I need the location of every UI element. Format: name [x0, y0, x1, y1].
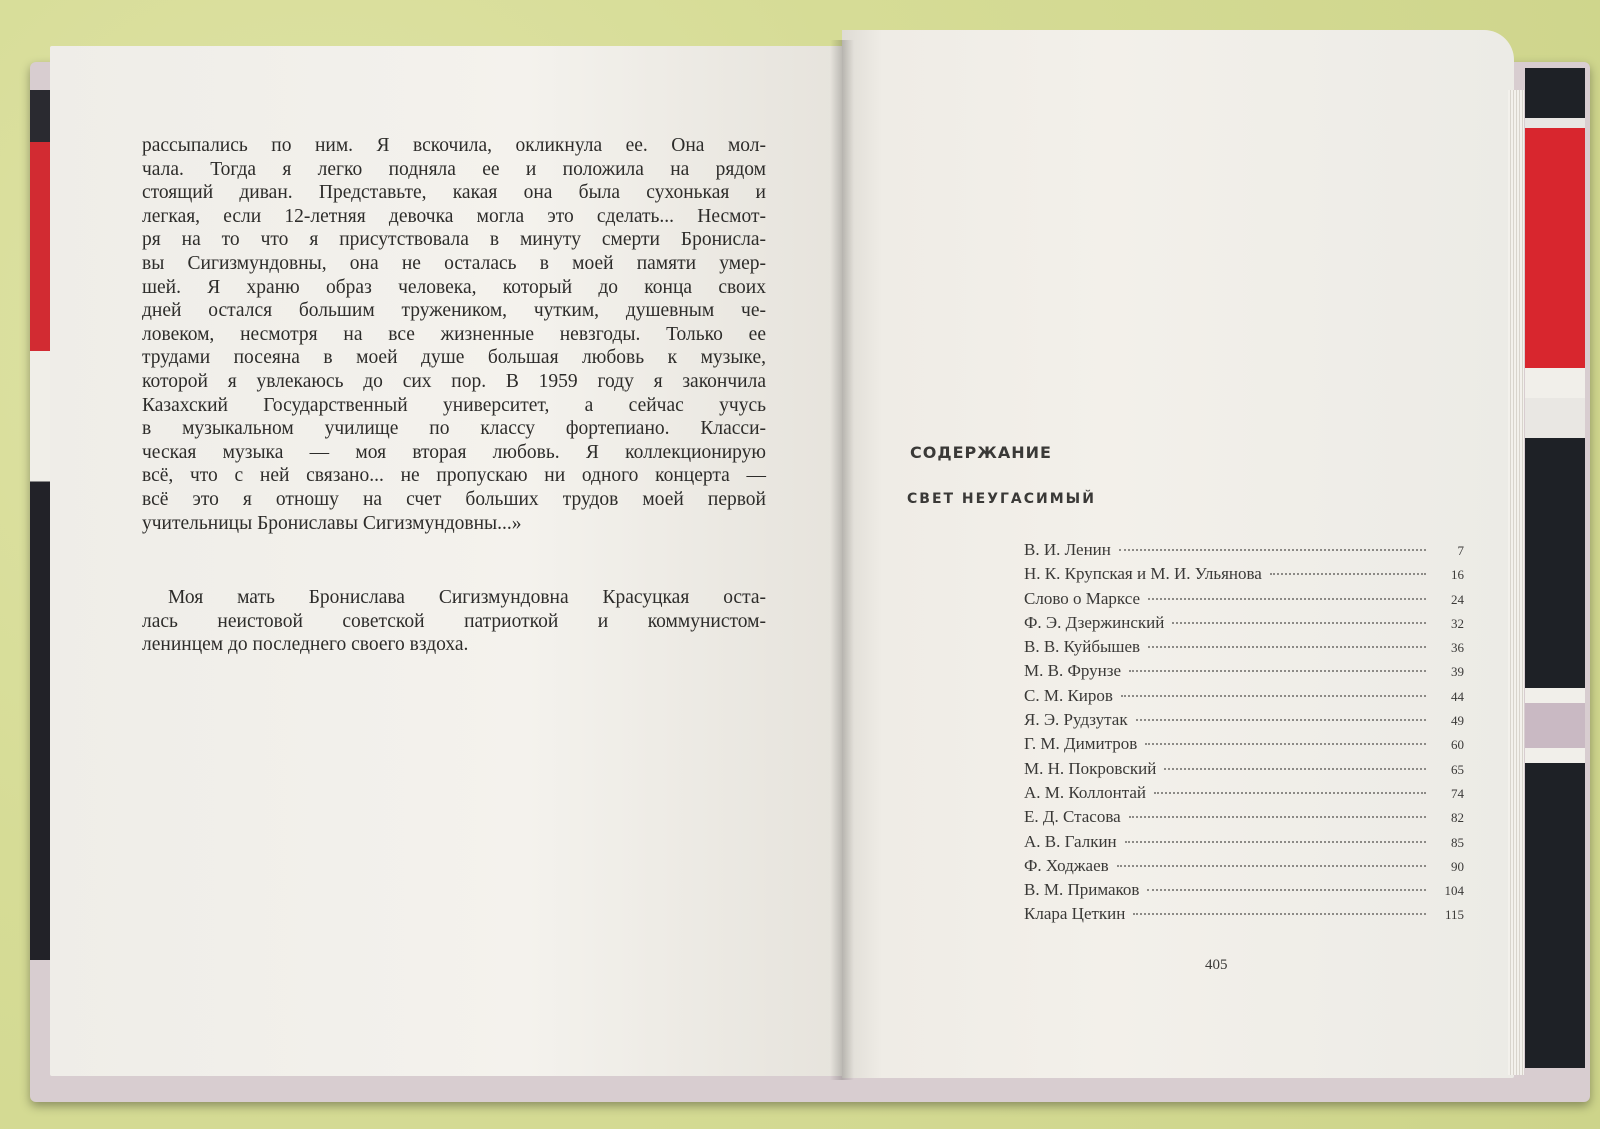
text-line: ря на то что я присутствовала в минуту смерти Бронисла-	[142, 229, 766, 251]
toc-entry	[1024, 759, 1464, 783]
toc-entry-name: Клара Цеткин	[1024, 904, 1126, 924]
toc-entry	[1024, 807, 1464, 831]
text-line: трудами посеяна в моей душе большая любовь к музыке,	[142, 347, 766, 369]
cover-right-edge	[1525, 68, 1585, 1068]
toc-entry-name: А. М. Коллонтай	[1024, 782, 1147, 802]
cover-left-edge	[30, 90, 52, 960]
toc-entry-name: А. В. Галкин	[1024, 831, 1117, 851]
toc-entry-name: Е. Д. Стасова	[1024, 807, 1121, 827]
toc-entry	[1024, 613, 1464, 637]
toc-entry-page: 90	[1451, 858, 1464, 874]
toc-entry	[1024, 686, 1464, 710]
toc-entry-name: В. В. Куйбышев	[1024, 637, 1141, 657]
toc-leader-dots	[1164, 768, 1426, 770]
text-line: учительницы Брониславы Сигизмундовны...»	[142, 512, 522, 534]
toc-entry-name: М. Н. Покровский	[1024, 758, 1157, 778]
toc-entry-page: 65	[1451, 761, 1464, 777]
left-page-paragraph-2	[142, 586, 766, 657]
toc-entry	[1024, 856, 1464, 880]
text-line: ческая музыка — моя вторая любовь. Я коллекционирую	[142, 441, 766, 463]
toc-leader-dots	[1148, 646, 1426, 648]
text-line: легкая, если 12-летняя девочка могла это сделать... Несмот-	[142, 205, 766, 227]
toc-entry-name: В. И. Ленин	[1024, 540, 1111, 559]
toc-entry	[1024, 832, 1464, 856]
toc-entry	[1024, 564, 1464, 588]
toc-entry	[1024, 783, 1464, 807]
toc-entry-page: 36	[1451, 640, 1464, 656]
toc-entry-page: 60	[1451, 737, 1464, 753]
toc-leader-dots	[1147, 889, 1426, 891]
toc-entry-page: 32	[1451, 615, 1464, 631]
left-page-paragraph-1	[142, 134, 766, 535]
toc-entry-name: С. М. Киров	[1024, 685, 1113, 705]
toc-entry-page: 16	[1451, 567, 1464, 583]
toc-entry-name: В. М. Примаков	[1024, 880, 1140, 900]
toc-leader-dots	[1133, 913, 1426, 915]
toc-entry-name: Ф. Э. Дзержинский	[1024, 612, 1165, 632]
toc-entry-name: Г. М. Димитров	[1024, 734, 1138, 754]
text-line: вы Сигизмундовны, она не осталась в моей памяти умер-	[142, 252, 766, 274]
toc-leader-dots	[1121, 695, 1426, 697]
toc-entry-page: 115	[1444, 907, 1464, 923]
toc-entry	[1024, 661, 1464, 685]
toc-section-title: СВЕТ НЕУГАСИМЫЙ	[907, 491, 1096, 507]
toc-entry	[1024, 540, 1464, 564]
page-number: 405	[1205, 957, 1228, 973]
toc-entry-name: Н. К. Крупская и М. И. Ульянова	[1024, 564, 1262, 584]
toc-leader-dots	[1129, 816, 1426, 818]
toc-leader-dots	[1119, 549, 1426, 551]
toc-leader-dots	[1270, 573, 1426, 575]
toc-entry-page: 74	[1451, 785, 1464, 801]
toc-entry	[1024, 589, 1464, 613]
toc-entry	[1024, 880, 1464, 904]
text-line: в музыкальном училище по классу фортепиано. Класси-	[142, 418, 766, 440]
toc-entry-page: 104	[1444, 883, 1464, 899]
text-line: дней остался большим тружеником, чутким, душевным че-	[142, 300, 766, 322]
toc-entry	[1024, 637, 1464, 661]
text-line: Казахский Государственный университет, а сейчас учусь	[142, 394, 766, 416]
toc-entry-page: 39	[1451, 664, 1464, 680]
toc-leader-dots	[1145, 743, 1426, 745]
text-line: всё, что с ней связано... не пропускаю ни одного концерта —	[142, 465, 766, 487]
book-gutter	[830, 40, 854, 1080]
text-line: Моя мать Бронислава Сигизмундовна Красуцкая оста-	[168, 587, 766, 608]
text-line: чала. Тогда я легко подняла ее и положила на рядом	[142, 158, 766, 180]
toc-entry-page: 49	[1451, 713, 1464, 729]
toc-entry	[1024, 734, 1464, 758]
toc-entry-name: Ф. Ходжаев	[1024, 855, 1109, 875]
toc-entry-page: 24	[1451, 591, 1464, 607]
toc-entry	[1024, 904, 1464, 928]
toc-entry-page: 44	[1451, 688, 1464, 704]
toc-entry-name: Я. Э. Рудзутак	[1024, 710, 1128, 730]
toc-entry-page: 7	[1457, 543, 1464, 558]
toc-leader-dots	[1154, 792, 1426, 794]
text-line: лась неистовой советской патриоткой и коммунистом-	[142, 610, 766, 632]
toc-title: СОДЕРЖАНИЕ	[910, 443, 1052, 462]
page-block-edge	[1508, 90, 1524, 1075]
toc-leader-dots	[1129, 670, 1426, 672]
toc-leader-dots	[1172, 622, 1426, 624]
table-of-contents	[1024, 540, 1464, 929]
text-line: рассыпались по ним. Я вскочила, окликнула ее. Она мол-	[142, 135, 766, 156]
toc-entry-name: М. В. Фрунзе	[1024, 661, 1122, 681]
toc-entry-name: Слово о Марксе	[1024, 588, 1141, 608]
text-line: ловеком, несмотря на все жизненные невзгоды. Только ее	[142, 323, 766, 345]
toc-leader-dots	[1136, 719, 1426, 721]
text-line: всё это я отношу на счет больших трудов моей первой	[142, 488, 766, 510]
toc-leader-dots	[1148, 598, 1426, 600]
toc-leader-dots	[1125, 841, 1426, 843]
toc-entry-page: 85	[1451, 834, 1464, 850]
text-line: которой я увлекаюсь до сих пор. В 1959 году я закончила	[142, 370, 766, 392]
text-line: стоящий диван. Представьте, какая она была сухонькая и	[142, 182, 766, 204]
text-line: ленинцем до последнего своего вздоха.	[142, 634, 469, 656]
toc-leader-dots	[1117, 865, 1426, 867]
toc-entry	[1024, 710, 1464, 734]
toc-entry-page: 82	[1451, 810, 1464, 826]
text-line: шей. Я храню образ человека, который до конца своих	[142, 276, 766, 298]
